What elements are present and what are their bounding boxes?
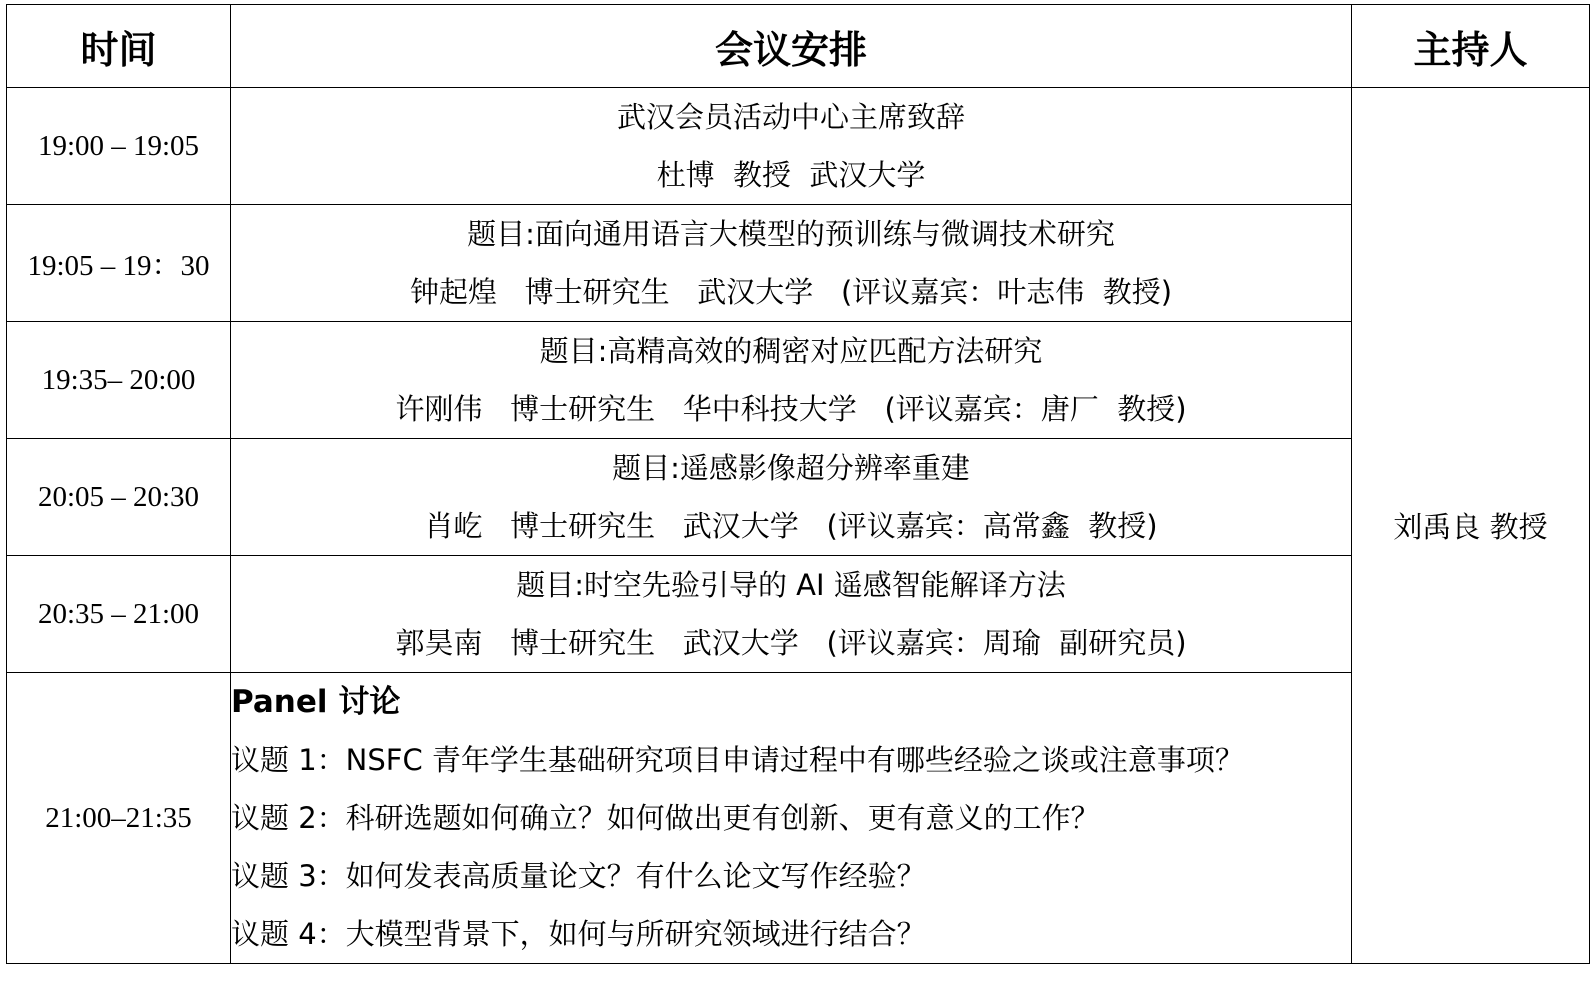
panel-topic: 议题 1：NSFC 青年学生基础研究项目申请过程中有哪些经验之谈或注意事项？ [231, 743, 1244, 777]
host-cell: 刘禹良 教授 [1352, 88, 1590, 964]
header-row [7, 5, 1590, 88]
panel-topic: 议题 2：科研选题如何确立？如何做出更有创新、更有意义的工作？ [231, 801, 1100, 835]
session-title: 武汉会员活动中心主席致辞 [616, 100, 965, 134]
panel-title: Panel 讨论 [231, 684, 401, 720]
table-row [7, 88, 1590, 205]
session-title: 题目:面向通用语言大模型的预训练与微调技术研究 [467, 217, 1115, 251]
session-content [231, 322, 1352, 439]
session-speaker: 郭昊南 博士研究生 武汉大学 (评议嘉宾：周瑜 副研究员) [395, 626, 1187, 660]
session-time: 19:35– 20:00 [7, 322, 231, 439]
panel-topic: 议题 4：大模型背景下，如何与所研究领域进行结合？ [231, 917, 926, 951]
session-speaker: 杜博 教授 武汉大学 [656, 158, 926, 192]
session-content [231, 205, 1352, 322]
panel-time: 21:00–21:35 [7, 673, 231, 964]
session-title: 题目:高精高效的稠密对应匹配方法研究 [539, 334, 1043, 368]
session-time: 20:35 – 21:00 [7, 556, 231, 673]
session-time: 20:05 – 20:30 [7, 439, 231, 556]
session-speaker: 肖屹 博士研究生 武汉大学 (评议嘉宾：高常鑫 教授) [424, 509, 1158, 543]
panel-content [231, 673, 1352, 964]
header-time: 时间 [7, 5, 231, 88]
session-time: 19:05 – 19：30 [7, 205, 231, 322]
header-agenda: 会议安排 [231, 5, 1352, 88]
session-speaker: 许刚伟 博士研究生 华中科技大学 (评议嘉宾：唐厂 教授) [395, 392, 1187, 426]
session-content [231, 88, 1352, 205]
header-host: 主持人 [1352, 5, 1590, 88]
session-speaker: 钟起煌 博士研究生 武汉大学 (评议嘉宾：叶志伟 教授) [409, 275, 1173, 309]
session-title: 题目:遥感影像超分辨率重建 [612, 451, 970, 485]
schedule-table [6, 4, 1590, 964]
panel-topic: 议题 3：如何发表高质量论文？有什么论文写作经验？ [231, 859, 926, 893]
session-content [231, 556, 1352, 673]
session-time: 19:00 – 19:05 [7, 88, 231, 205]
session-title: 题目:时空先验引导的 AI 遥感智能解译方法 [516, 568, 1066, 602]
session-content [231, 439, 1352, 556]
